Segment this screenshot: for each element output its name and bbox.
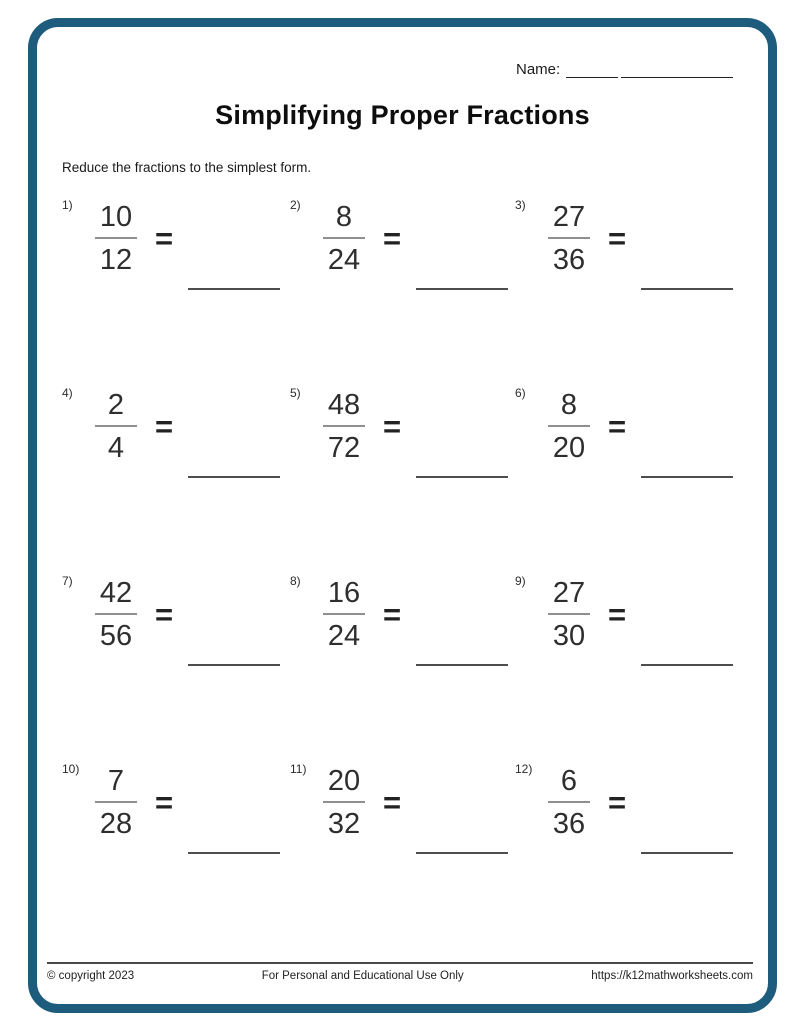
problem-7 [62,571,290,675]
answer-blank [188,383,280,478]
fraction [545,199,593,278]
equals-sign: = [383,785,402,820]
fraction [320,199,368,278]
fraction-bar [95,801,137,803]
problem-number: 12) [515,762,533,776]
equals-sign: = [608,785,627,820]
numerator: 6 [560,765,578,797]
problem-number: 6) [515,386,526,400]
problem-12 [515,759,739,863]
fraction [92,199,140,278]
numerator: 16 [327,577,361,609]
numerator: 48 [327,389,361,421]
problem-8 [290,571,515,675]
fraction [92,575,140,654]
answer-blank [188,195,280,290]
fraction [92,763,140,842]
problem-5 [290,383,515,487]
numerator: 10 [99,201,133,233]
equals-sign: = [608,597,627,632]
fraction-bar [323,237,365,239]
fraction [545,763,593,842]
problems-grid [62,195,740,863]
numerator: 27 [552,201,586,233]
problem-number: 1) [62,198,73,212]
fraction [92,387,140,466]
problem-number: 4) [62,386,73,400]
name-field [516,60,733,78]
footer-website-url: https://k12mathworksheets.com [591,970,753,982]
fraction [320,763,368,842]
problem-4 [62,383,290,487]
page-title: Simplifying Proper Fractions [215,100,590,130]
problem-1 [62,195,290,299]
problem-6 [515,383,739,487]
numerator: 7 [107,765,125,797]
fraction-bar [95,425,137,427]
denominator: 12 [99,244,133,276]
problem-number: 5) [290,386,301,400]
fraction-bar [548,237,590,239]
problem-number: 2) [290,198,301,212]
answer-blank [641,571,733,666]
numerator: 8 [335,201,353,233]
instruction-text: Reduce the fractions to the simplest form. [62,160,312,175]
answer-blank [188,759,280,854]
denominator: 4 [107,432,125,464]
denominator: 24 [327,620,361,652]
fraction [320,387,368,466]
numerator: 27 [552,577,586,609]
answer-blank [641,759,733,854]
equals-sign: = [383,597,402,632]
fraction-bar [95,613,137,615]
numerator: 2 [107,389,125,421]
fraction-bar [323,613,365,615]
denominator: 24 [327,244,361,276]
name-blank-line [621,60,733,78]
denominator: 56 [99,620,133,652]
denominator: 72 [327,432,361,464]
fraction-bar [95,237,137,239]
answer-blank [641,383,733,478]
name-blank-line [566,60,618,78]
problem-11 [290,759,515,863]
problem-number: 3) [515,198,526,212]
fraction-bar [548,801,590,803]
numerator: 8 [560,389,578,421]
equals-sign: = [608,409,627,444]
numerator: 20 [327,765,361,797]
denominator: 28 [99,808,133,840]
problem-3 [515,195,739,299]
denominator: 20 [552,432,586,464]
fraction-bar [323,801,365,803]
footer [47,962,753,982]
answer-blank [416,571,508,666]
problem-number: 10) [62,762,80,776]
equals-sign: = [608,221,627,256]
answer-blank [416,195,508,290]
equals-sign: = [155,597,174,632]
footer-usage-note: For Personal and Educational Use Only [261,970,464,982]
denominator: 36 [552,244,586,276]
numerator: 42 [99,577,133,609]
problem-2 [290,195,515,299]
problem-number: 9) [515,574,526,588]
answer-blank [416,759,508,854]
fraction [320,575,368,654]
answer-blank [416,383,508,478]
problem-9 [515,571,739,675]
answer-blank [188,571,280,666]
equals-sign: = [155,409,174,444]
problem-10 [62,759,290,863]
footer-copyright: © copyright 2023 [47,970,135,982]
answer-blank [641,195,733,290]
denominator: 36 [552,808,586,840]
fraction-bar [548,425,590,427]
fraction-bar [548,613,590,615]
fraction-bar [323,425,365,427]
denominator: 30 [552,620,586,652]
equals-sign: = [383,221,402,256]
fraction [545,387,593,466]
problem-number: 11) [290,762,307,776]
equals-sign: = [155,785,174,820]
problem-number: 7) [62,574,73,588]
name-label: Name: [516,61,561,78]
problem-number: 8) [290,574,301,588]
equals-sign: = [155,221,174,256]
denominator: 32 [327,808,361,840]
fraction [545,575,593,654]
equals-sign: = [383,409,402,444]
